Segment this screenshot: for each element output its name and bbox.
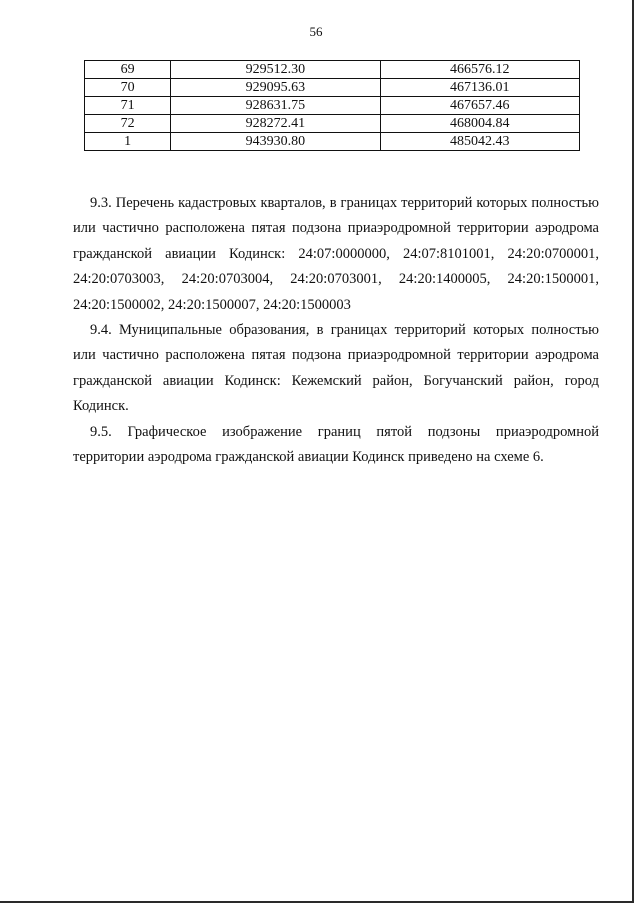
point-number-cell: 71: [85, 97, 171, 115]
point-number-cell: 1: [85, 133, 171, 151]
x-coordinate-cell: 928272.41: [171, 115, 380, 133]
section-9-5-graphic-scheme: [73, 420, 599, 471]
page-number: 56: [309, 24, 323, 39]
section-9-4-text: 9.4. Муниципальные образования, в границах территорий которых полностью или частично расположена пятая подзона приаэродромной территории аэродрома гражданской авиации Кодинск: Кежемский район, Богучанский район, город Кодинск.: [73, 321, 599, 414]
point-number-cell: 69: [85, 61, 171, 79]
y-coordinate-cell: 467136.01: [380, 79, 579, 97]
x-coordinate-cell: 929095.63: [171, 79, 380, 97]
y-coordinate-cell: 466576.12: [380, 61, 579, 79]
section-9-5-text: 9.5. Графическое изображение границ пятой подзоны приаэродромной территории аэродрома гражданской авиации Кодинск приведено на схеме 6.: [73, 423, 599, 465]
x-coordinate-cell: 929512.30: [171, 61, 380, 79]
coordinates-table: [84, 60, 580, 151]
point-number-cell: 72: [85, 115, 171, 133]
y-coordinate-cell: 485042.43: [380, 133, 579, 151]
table-row: [85, 79, 580, 97]
x-coordinate-cell: 928631.75: [171, 97, 380, 115]
table-row: [85, 133, 580, 151]
section-9-4-municipalities: [73, 318, 599, 420]
table-row: [85, 61, 580, 79]
point-number-cell: 70: [85, 79, 171, 97]
y-coordinate-cell: 468004.84: [380, 115, 579, 133]
section-9-3-text: 9.3. Перечень кадастровых кварталов, в границах территорий которых полностью или частично расположена пятая подзона приаэродромной территории аэродрома гражданской авиации Кодинск: 24:07:0000000, 24:07:8101001, 24:20:0700001, 24:20:0703003, 24:20:0703004, 24:20:0703001, 24:20:1400005, 24:20:1500001, 24:20:1500002, 24:20:1500007, 24:20:1500003: [73, 194, 599, 313]
section-9-3-cadastral-quarters: [73, 191, 599, 319]
x-coordinate-cell: 943930.80: [171, 133, 380, 151]
table-row: [85, 97, 580, 115]
table-row: [85, 115, 580, 133]
y-coordinate-cell: 467657.46: [380, 97, 579, 115]
